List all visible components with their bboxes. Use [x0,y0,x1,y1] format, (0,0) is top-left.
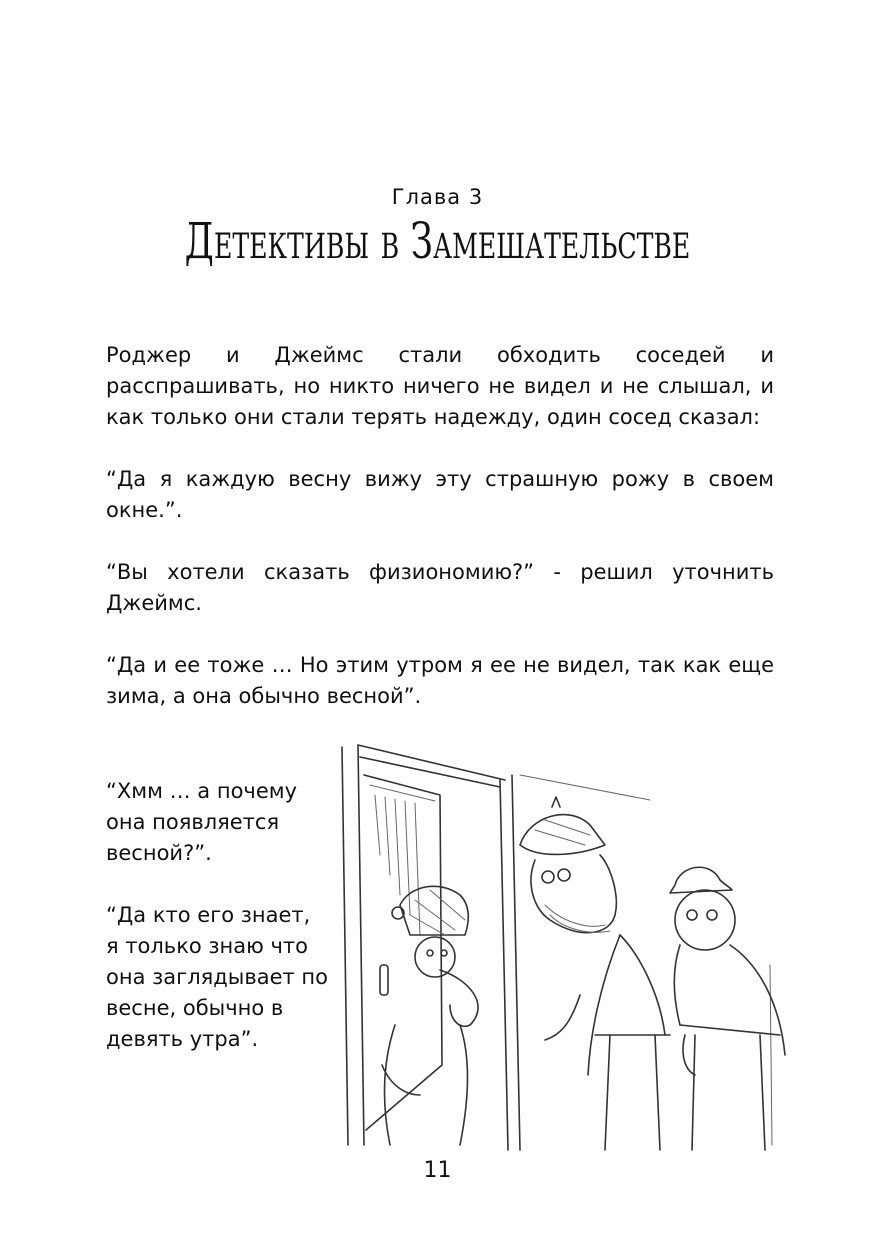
paragraph: “Да кто его знает, я только знаю что она заглядывает по весне, обычно в девять утра”. [106,903,328,1051]
paragraph: “Хмм … а почему она появляется весной?”. [106,779,298,865]
narrow-text-column [106,776,356,1086]
chapter-title: Детективы в Замешательстве [184,212,691,270]
detectives-at-door-illustration [320,735,820,1155]
paragraph: “Да и ее тоже … Но этим утром я ее не видел, так как еще зима, а она обычно весной”. [106,653,774,708]
paragraph: Роджер и Джеймс стали обходить соседей и расспрашивать, но никто ничего не видел и не слышал, и как только они стали терять надежду, один сосед сказал: [106,343,774,429]
chapter-label: Глава 3 [391,185,484,209]
paragraph: “Вы хотели сказать физиономию?” - решил уточнить Джеймс. [106,560,774,615]
paragraph: “Да я каждую весну вижу эту страшную рожу в своем окне.”. [106,467,774,522]
body-text [106,340,774,743]
page-number: 11 [423,1158,452,1183]
